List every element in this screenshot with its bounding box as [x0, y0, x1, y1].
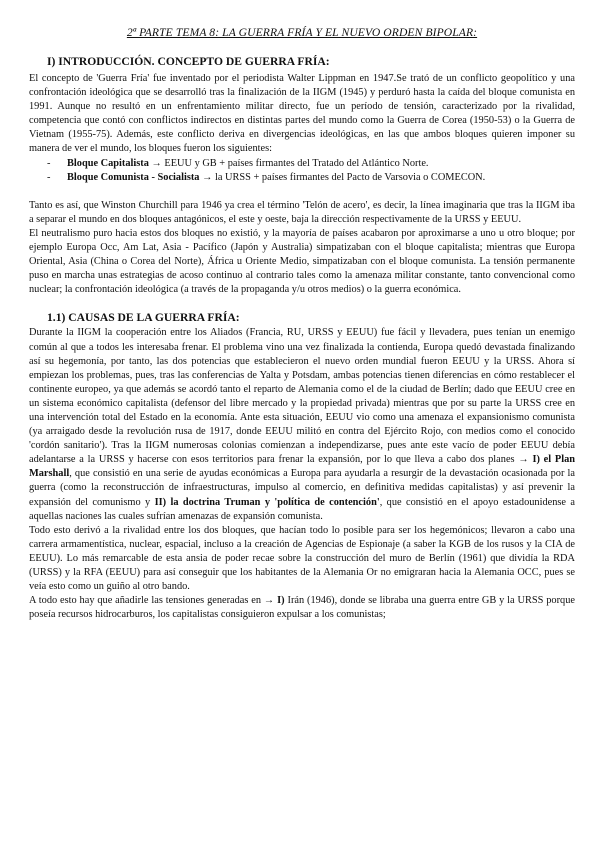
causas-text-3: , que consistió en el apoyo estadounidense a aquellas naciones las cuales sufrían amenazas de expansión comunista.: [29, 496, 575, 522]
bloque-name: Bloque Capitalista: [67, 157, 149, 169]
spacer: [29, 297, 575, 311]
doctrina-truman-term: II) la doctrina Truman y 'política de contención': [154, 496, 380, 508]
bloques-list: [29, 157, 575, 185]
iran-marker: I): [277, 595, 285, 607]
document-page: [29, 26, 575, 622]
causas-paragraph: [29, 326, 575, 523]
tensiones-text-2: Irán (1946), donde se libraba una guerra entre GB y la URSS porque poseía recursos hidrocarburos, los capitalistas consiguieron expulsar a los comunistas;: [29, 595, 575, 621]
document-title: 2ª PARTE TEMA 8: LA GUERRA FRÍA Y EL NUEVO ORDEN BIPOLAR:: [126, 26, 478, 39]
plan-marshall-term: I) el Plan Marshall: [29, 454, 576, 480]
neutralismo-paragraph: El neutralismo puro hacia estos dos bloques no existió, y la mayoría de países acabaron por aproximarse a uno u otro bloque; por ejemplo Europa Occ, Am Lat, Asia - Pacífico (Japón y Australia) simpatizaban con el bloque capitalista; mientras que Europa Oriental, Asia (China o Corea del Norte), África u Oriente Medio, simpatizaban con el bloque comunista. La tensión permanente puso en marcha unas estrategias de acoso continuo al contrario tales como la amenaza militar constante, tanto convencional como nuclear; la confrontación ideológica (a través de la propaganda y/u otros medios) o la guerra económica.: [29, 227, 575, 296]
causas-text-2: , que consistió en una serie de ayudas económicas a Europa para ayudarla a resurgir de la devastación ocasionada por la guerra (como la reconstrucción de infraestructuras, impulso al comercio, en definitiva medidas capitalistas) y así prevenir la expansión del comunismo y: [29, 468, 575, 508]
list-item: [47, 171, 575, 185]
bloque-desc: → la URSS + países firmantes del Pacto de Varsovia o COMECON.: [199, 171, 486, 183]
tensiones-paragraph: [29, 594, 575, 622]
bloque-name: Bloque Comunista - Socialista: [67, 171, 200, 183]
churchill-paragraph: Tanto es así, que Winston Churchill para 1946 ya crea el término 'Telón de acero', es decir, la línea imaginaria que tras la IIGM iba a separar el mundo en dos bloques antagónicos, el este y oeste, baja la dirección respectivamente de la URSS y EEUU.: [29, 199, 575, 225]
tensiones-text-1: A todo esto hay que añadirle las tensiones generadas en →: [29, 595, 278, 607]
bloque-desc: → EEUU y GB + países firmantes del Tratado del Atlántico Norte.: [148, 157, 429, 169]
causas-text-1: Durante la IIGM la cooperación entre los Aliados (Francia, RU, URSS y EEUU) fue fácil y llevadera, pues tenían un enemigo común al que a todos les interesaba frenar. El problema vino una vez finalizada la contienda, Europa quedó devastada finalizando así su hegemonía, por tanto, las dos potencias que establecieron el nuevo orden mundial fueron EEUU y la URSS. Ahora sí empiezan los problemas, pues, tras las conferencias de Yalta y Potsdam, ambas potencias tienen diferencias en cómo restablecer el continente europeo, ya que además se acordó tanto el reparto de Alemania como el de la ciudad de Berlín; dado que EEUU cree en un sistema económico capitalista (defensor del libre mercado y la propiedad privada) mientras que por su parte la URSS cree en una intervención total del Estado en la economía. Ante esta situación, EEUU vio como una amenaza el expansionismo comunista (ya arraigado desde la revolución rusa de 1917, donde EEUU militó en contra del Ejército Rojo, con medios como el conocido 'cordón sanitario'). Tras la IIGM numerosas colonias comienzan a independizarse, pues ante este vacío de poder EEUU debía adelantarse a la URSS y hacerse con esos territorios para frenar la expansión, por lo que lleva a cabo dos planes →: [29, 327, 575, 466]
spacer: [29, 185, 575, 199]
section-heading-introduccion: I) INTRODUCCIÓN. CONCEPTO DE GUERRA FRÍA:: [47, 55, 330, 68]
section-heading-causas: 1.1) CAUSAS DE LA GUERRA FRÍA:: [47, 311, 240, 325]
rivalidad-paragraph: Todo esto derivó a la rivalidad entre los dos bloques, que hacían todo lo posible para ser los hegemónicos; llevaron a cabo una carrera armamentística, nuclear, espacial, incluso a la creación de Agencias de Espionaje (a saber la KGB de los rusos y la CIA de EEUU). Lo más remarcable de esta ansia de poder recae sobre la construcción del muro de Berlín (1961) que dividía la RDA (URSS) y la RFA (EEUU) para así conseguir que los habitantes de la Alemania Or no emigraran hacia la Alemania OCC, pues se veía esto como un guiño al otro bando.: [29, 524, 575, 593]
list-item: [47, 157, 575, 171]
intro-paragraph: El concepto de 'Guerra Fría' fue inventado por el periodista Walter Lippman en 1947.Se trató de un conflicto geopolítico y una confrontación ideológica que se desarrolló tras la finalización de la IIGM (1945) y perduró hasta la caída del bloque comunista en 1991. Aunque no resultó en un enfrentamiento militar directo, fue un período de tensión, caracterizado por la rivalidad, competencia que contó con conflictos indirectos en distintas partes del mundo como la Guerra de Corea (1950-53) o la Guerra de Vietnam (1955-75). Además, este conflicto deriva en divergencias ideológicas, en las que ambos bloques quieren imponer su manera de ver el mundo, los bloques fueron los siguientes:: [29, 73, 575, 155]
